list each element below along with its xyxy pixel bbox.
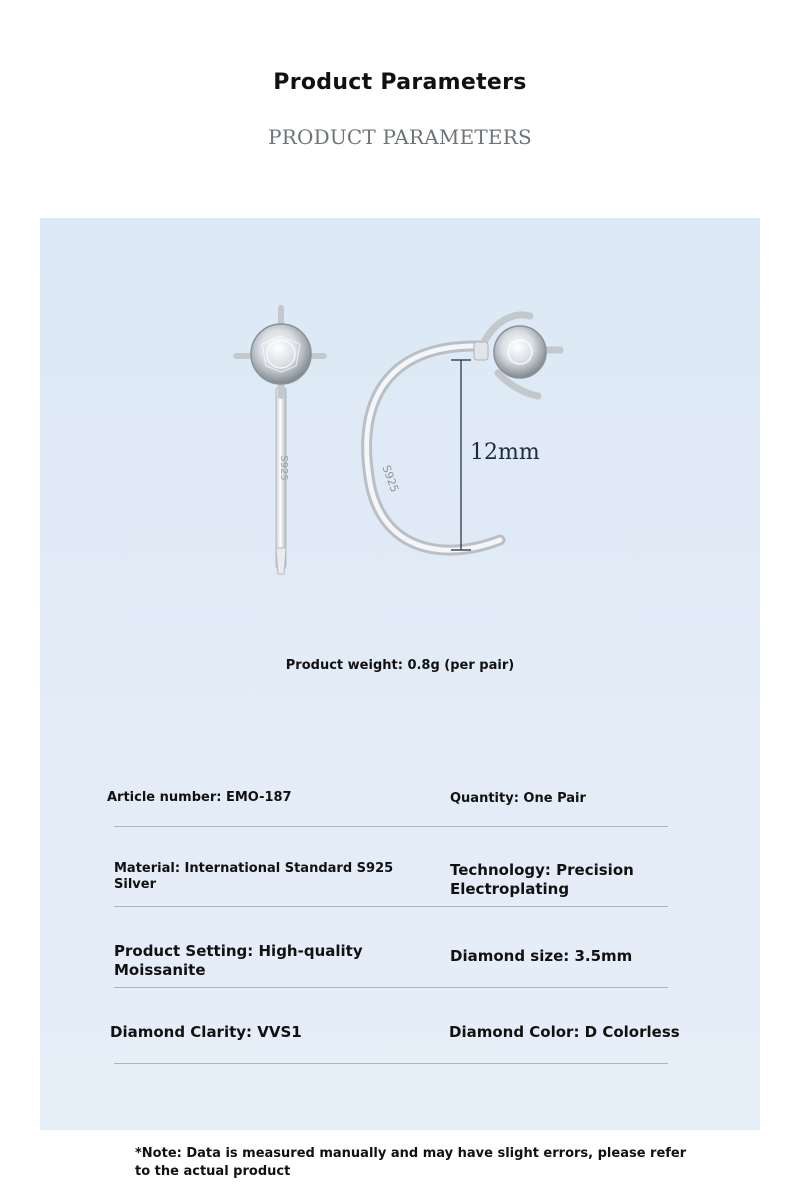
page-title: Product Parameters [273,70,527,95]
earring-illustration [40,218,760,618]
earring-front-view [367,315,560,550]
quantity: Quantity: One Pair [450,791,586,806]
page-subtitle: PRODUCT PARAMETERS [268,125,532,149]
divider [114,987,668,988]
measurement-label: 12mm [470,440,540,465]
earring-side-view [236,308,324,574]
divider [114,1063,668,1064]
divider [114,826,668,827]
diamond-color: Diamond Color: D Colorless [449,1023,680,1041]
product-weight: Product weight: 0.8g (per pair) [285,658,515,673]
diamond-clarity: Diamond Clarity: VVS1 [110,1023,302,1041]
product-setting: Product Setting: High-quality Moissanite [114,942,363,979]
material: Material: International Standard S925 Silver [114,861,394,893]
product-panel [40,218,760,1130]
diamond-size: Diamond size: 3.5mm [450,947,633,965]
article-number: Article number: EMO-187 [107,790,292,805]
measurement-indicator [451,360,471,550]
s925-stamp-left: S925 [278,455,289,481]
measurement-note: *Note: Data is measured manually and may have slight errors, please refer to the actual product [135,1146,687,1179]
divider [114,906,668,907]
s925-stamp-right: S925 [379,463,402,495]
technology: Technology: Precision Electroplating [450,861,634,898]
